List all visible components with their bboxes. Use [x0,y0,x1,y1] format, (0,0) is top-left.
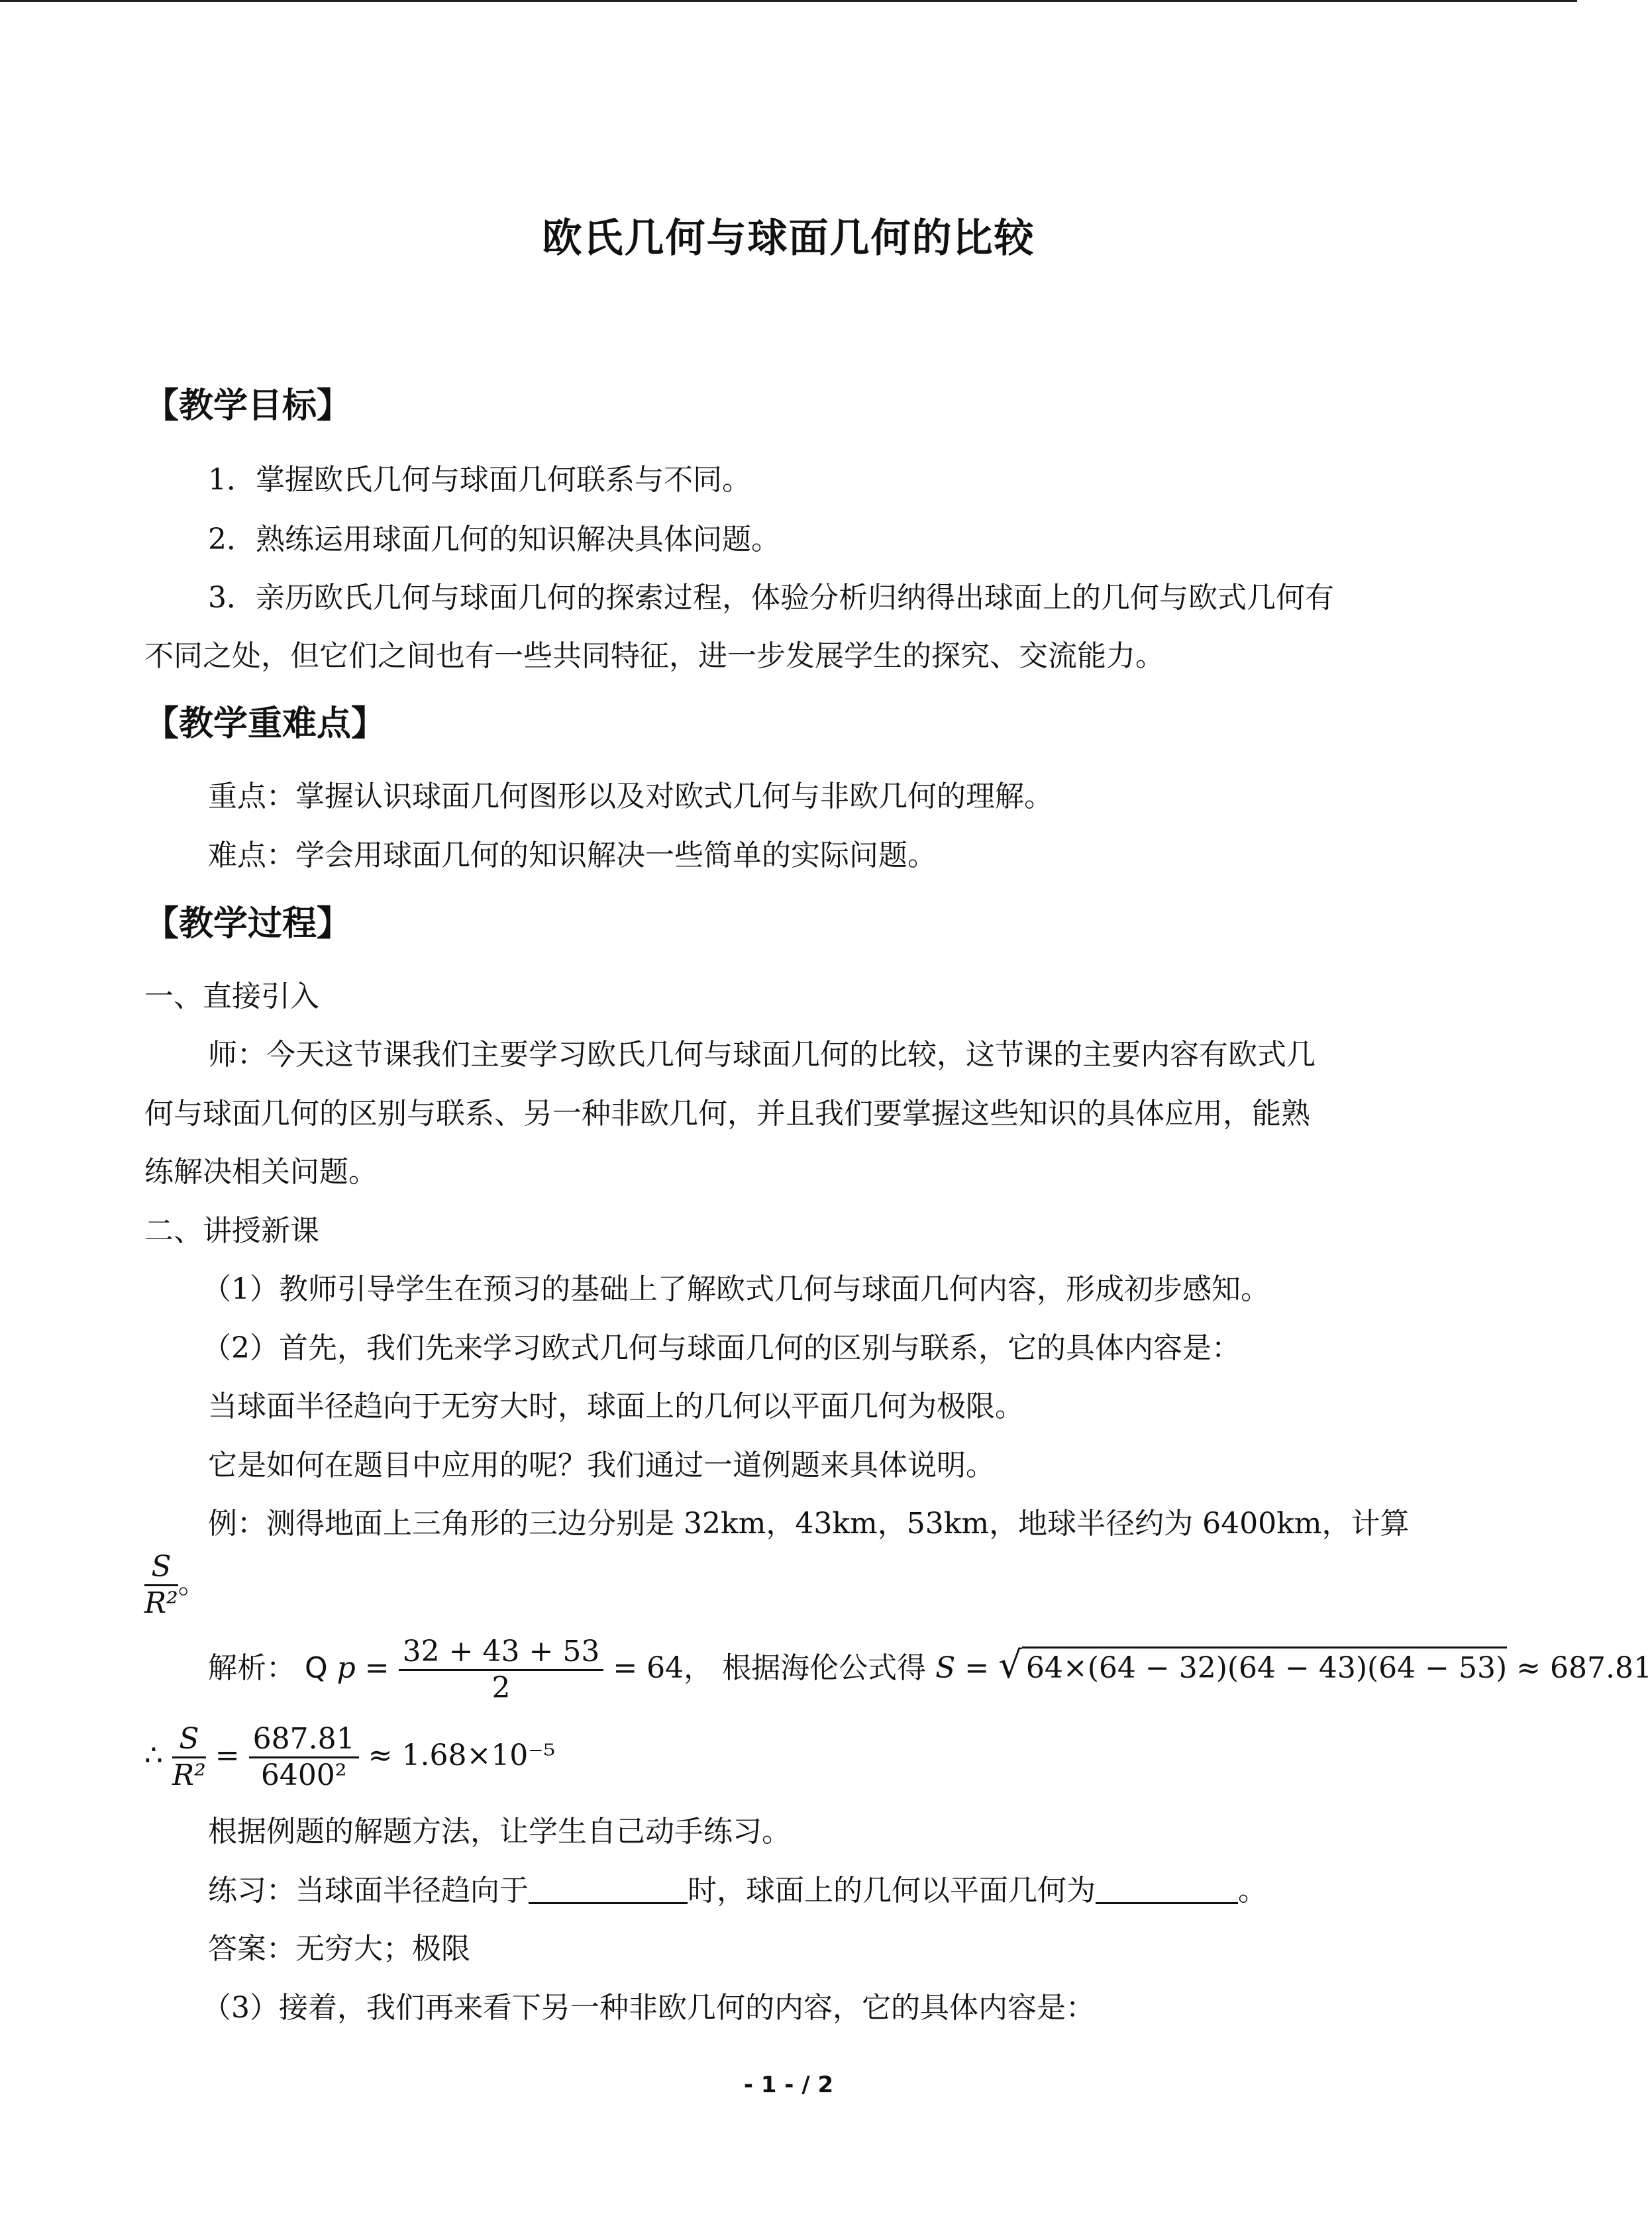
answer-blank-2[interactable] [1096,1873,1238,1904]
objective-3: 3．亲历欧氏几何与球面几何的探索过程，体验分析归纳得出球面上的几何与欧式几何有 [208,581,1334,615]
part1-text-2: 何与球面几何的区别与联系、另一种非欧几何，并且我们要掌握这些知识的具体应用，能熟 [144,1097,1310,1131]
part1-text-1: 师：今天这节课我们主要学习欧氏几何与球面几何的比较，这节课的主要内容有欧式几 [208,1038,1316,1072]
practice-question [208,1871,1267,1911]
fraction-s-over-r2 [144,1550,178,1621]
value-numerator: 687.81 [249,1722,359,1758]
ratio-numerator: S [172,1722,206,1758]
example-target-fraction [144,1550,207,1621]
equals-sign: = [215,1739,240,1772]
part2-line-4: 它是如何在题目中应用的呢？我们通过一道例题来具体说明。 [208,1448,995,1482]
ratio-result: ≈ 1.68×10⁻⁵ [368,1739,556,1772]
practice-question-mid: 时，球面上的几何以平面几何为 [688,1874,1096,1907]
practice-intro: 根据例题的解题方法，让学生自己动手练习。 [208,1815,791,1849]
value-denominator: 6400² [260,1758,347,1792]
practice-question-prefix: 练习：当球面半径趋向于 [208,1874,529,1907]
p-lhs: p = [336,1651,389,1685]
value-fraction [249,1722,359,1793]
section-heading-keypoints: 【教学重难点】 [144,704,386,744]
keypoint-difficult: 难点：学会用球面几何的知识解决一些简单的实际问题。 [208,838,937,872]
practice-answer: 答案：无穷大；极限 [208,1932,470,1966]
objective-3-cont: 不同之处，但它们之间也有一些共同特征，进一步发展学生的探究、交流能力。 [144,639,1164,673]
because-symbol: Q [305,1651,328,1685]
part2-line-3: 当球面半径趋向于无穷大时，球面上的几何以平面几何为极限。 [208,1390,1024,1423]
part2-heading: 二、讲授新课 [144,1214,319,1248]
sqrt-icon: √ [998,1644,1022,1687]
example-statement: 例：测得地面上三角形的三边分别是 32km，43km，53km，地球半径约为 6400km，计算 [208,1507,1410,1541]
section-heading-process: 【教学过程】 [144,904,352,944]
heron-text: 根据海伦公式得 [722,1651,927,1685]
part2-line-2: （2）首先，我们先来学习欧式几何与球面几何的区别与联系，它的具体内容是： [202,1331,1241,1365]
therefore-symbol: ∴ [144,1739,163,1772]
page-title: 欧氏几何与球面几何的比较 [542,215,1035,262]
ratio-line [144,1722,555,1793]
sqrt-body: 64×(64 − 32)(64 − 43)(64 − 53) [1022,1647,1507,1688]
ratio-fraction [172,1722,206,1793]
p-result: = 64， [613,1651,713,1685]
fraction-numerator: S [144,1550,178,1586]
area-approx: ≈ 687.81 [1516,1651,1652,1685]
part1-text-3: 练解决相关问题。 [144,1155,378,1189]
practice-question-end: 。 [1238,1874,1267,1907]
p-fraction [399,1635,604,1705]
part2-line-next: （3）接着，我们再来看下另一种非欧几何的内容，它的具体内容是： [202,1991,1095,2025]
part2-line-1: （1）教师引导学生在预习的基础上了解欧式几何与球面几何内容，形成初步感知。 [202,1272,1270,1306]
solution-label: 解析： [208,1651,295,1685]
objective-1: 1．掌握欧氏几何与球面几何联系与不同。 [208,463,751,497]
answer-blank-1[interactable] [529,1873,688,1904]
section-heading-objectives: 【教学目标】 [144,386,352,426]
keypoint-important: 重点：掌握认识球面几何图形以及对欧式几何与非欧几何的理解。 [208,780,1053,813]
ratio-denominator: R² [172,1758,206,1792]
page-number: - 1 - / 2 [743,2072,834,2098]
solution-line [208,1635,1652,1705]
p-denominator: 2 [491,1671,511,1705]
s-lhs: S = [935,1651,990,1685]
part1-heading: 一、直接引入 [144,980,319,1013]
objective-2: 2．熟练运用球面几何的知识解决具体问题。 [208,523,780,556]
fraction-denominator: R² [144,1586,178,1620]
p-numerator: 32 + 43 + 53 [399,1635,604,1671]
fraction-tail: 。 [178,1566,207,1600]
